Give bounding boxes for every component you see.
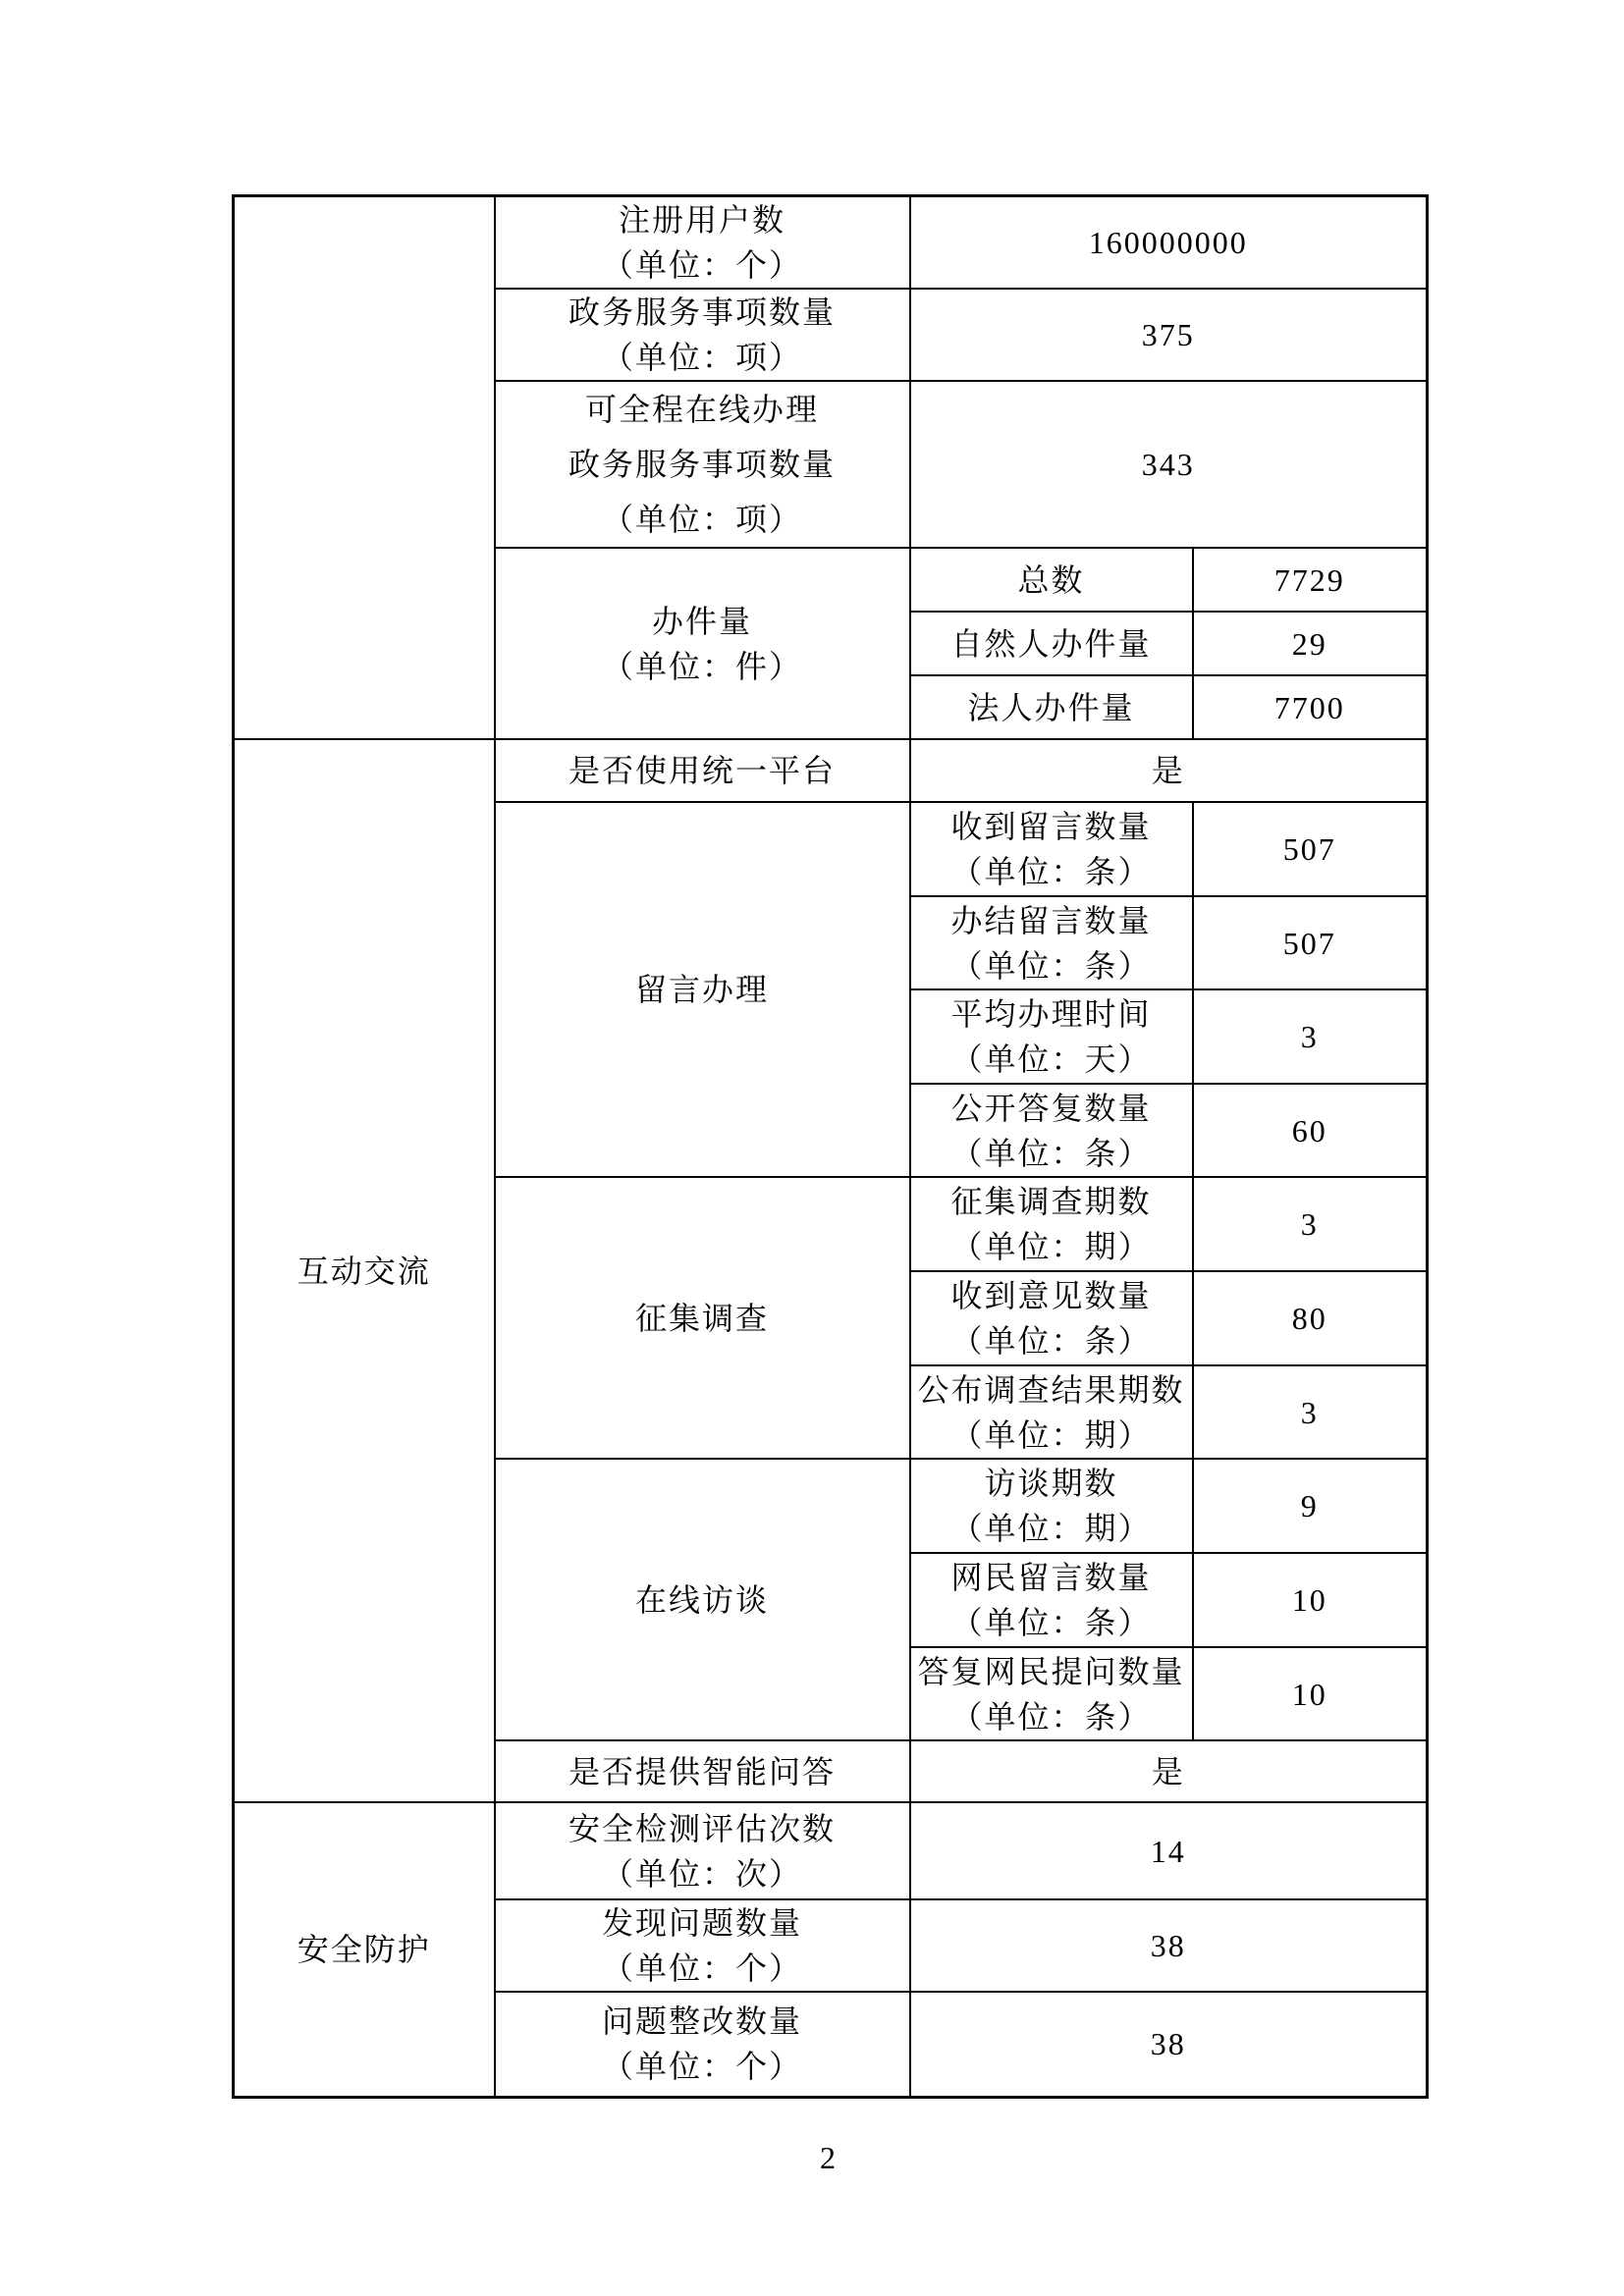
value-cell: 60	[1193, 1084, 1428, 1177]
subitem-label: 收到留言数量	[950, 809, 1152, 844]
subitem-unit: （单位：期）	[950, 1416, 1152, 1453]
item-label-cell: 是否使用统一平台	[495, 739, 910, 802]
value-cell: 3	[1193, 1177, 1428, 1271]
subitem-label-cell: 自然人办件量	[910, 612, 1193, 675]
item-label-cell	[495, 381, 910, 548]
subitem-unit: （单位：条）	[950, 1605, 1152, 1640]
item-label-cell	[495, 289, 910, 381]
value-cell: 29	[1193, 612, 1428, 675]
subitem-label: 平均办理时间	[950, 996, 1152, 1032]
subitem-label: 公开答复数量	[950, 1090, 1152, 1126]
value-cell: 3	[1193, 989, 1428, 1084]
value-cell: 3	[1193, 1365, 1428, 1459]
subitem-unit: （单位：条）	[950, 947, 1152, 984]
item-label-cell	[495, 1992, 910, 2097]
subitem-unit: （单位：天）	[950, 1041, 1152, 1077]
subitem-label-cell	[910, 1647, 1193, 1740]
value-cell: 9	[1193, 1459, 1428, 1553]
item-label-cell: 留言办理	[495, 802, 910, 1177]
table-row	[234, 739, 1428, 802]
item-label-line2: 政务服务事项数量	[568, 447, 836, 482]
item-label: 问题整改数量	[601, 2003, 802, 2040]
item-label-cell: 是否提供智能问答	[495, 1740, 910, 1802]
value-cell: 10	[1193, 1647, 1428, 1740]
item-label: 办件量	[651, 603, 752, 639]
item-unit: （单位：个）	[601, 1950, 802, 1986]
item-label-cell: 在线访谈	[495, 1459, 910, 1740]
item-unit: （单位：次）	[601, 1855, 802, 1892]
item-label-cell	[495, 1802, 910, 1899]
subitem-label-cell: 总数	[910, 548, 1193, 612]
item-label: 发现问题数量	[601, 1905, 802, 1941]
subitem-label-cell: 法人办件量	[910, 675, 1193, 739]
subitem-label-cell	[910, 1177, 1193, 1271]
subitem-label: 收到意见数量	[950, 1278, 1152, 1313]
item-label-cell	[495, 1899, 910, 1992]
value-cell: 375	[910, 289, 1428, 381]
table-row	[234, 196, 1428, 290]
subitem-label-cell	[910, 1459, 1193, 1553]
page-number: 2	[820, 2140, 836, 2175]
value-cell: 160000000	[910, 196, 1428, 290]
subitem-label-cell	[910, 896, 1193, 989]
value-cell: 10	[1193, 1553, 1428, 1647]
statistics-table	[232, 194, 1429, 2099]
table-row	[234, 1802, 1428, 1899]
section-cell-interaction: 互动交流	[234, 739, 495, 1802]
subitem-label-cell	[910, 1553, 1193, 1647]
section-cell-security: 安全防护	[234, 1802, 495, 2097]
value-cell: 7700	[1193, 675, 1428, 739]
value-cell: 507	[1193, 896, 1428, 989]
value-cell: 是	[910, 1740, 1428, 1802]
subitem-unit: （单位：期）	[950, 1511, 1152, 1546]
subitem-unit: （单位：条）	[950, 854, 1152, 889]
item-label: 政务服务事项数量	[568, 294, 836, 330]
value-cell: 7729	[1193, 548, 1428, 612]
item-unit: （单位：个）	[601, 247, 802, 283]
subitem-label-cell	[910, 1271, 1193, 1365]
subitem-label: 办结留言数量	[950, 902, 1152, 938]
subitem-label-cell	[910, 1084, 1193, 1177]
item-unit: （单位：件）	[601, 648, 802, 684]
value-cell: 38	[910, 1899, 1428, 1992]
value-cell: 38	[910, 1992, 1428, 2097]
subitem-unit: （单位：条）	[950, 1135, 1152, 1171]
value-cell: 14	[910, 1802, 1428, 1899]
subitem-unit: （单位：期）	[950, 1229, 1152, 1264]
item-unit: （单位：项）	[601, 502, 802, 537]
item-unit: （单位：项）	[601, 340, 802, 375]
subitem-unit: （单位：条）	[950, 1323, 1152, 1359]
subitem-label: 网民留言数量	[950, 1560, 1152, 1595]
value-cell: 343	[910, 381, 1428, 548]
item-label-cell: 征集调查	[495, 1177, 910, 1459]
subitem-label-cell	[910, 989, 1193, 1084]
value-cell: 80	[1193, 1271, 1428, 1365]
item-label: 注册用户数	[618, 202, 785, 238]
subitem-label: 答复网民提问数量	[917, 1653, 1185, 1689]
value-cell: 是	[910, 739, 1428, 802]
subitem-label: 公布调查结果期数	[917, 1371, 1185, 1408]
subitem-label-cell	[910, 802, 1193, 896]
subitem-label: 征集调查期数	[950, 1184, 1152, 1219]
item-label-cell	[495, 548, 910, 739]
value-cell: 507	[1193, 802, 1428, 896]
subitem-unit: （单位：条）	[950, 1698, 1152, 1735]
subitem-label-cell	[910, 1365, 1193, 1459]
item-label: 安全检测评估次数	[568, 1810, 836, 1846]
subitem-label: 访谈期数	[984, 1466, 1118, 1501]
item-label-line1: 可全程在线办理	[584, 392, 819, 427]
item-label-cell	[495, 196, 910, 290]
item-unit: （单位：个）	[601, 2049, 802, 2085]
section-cell-blank	[234, 196, 495, 740]
